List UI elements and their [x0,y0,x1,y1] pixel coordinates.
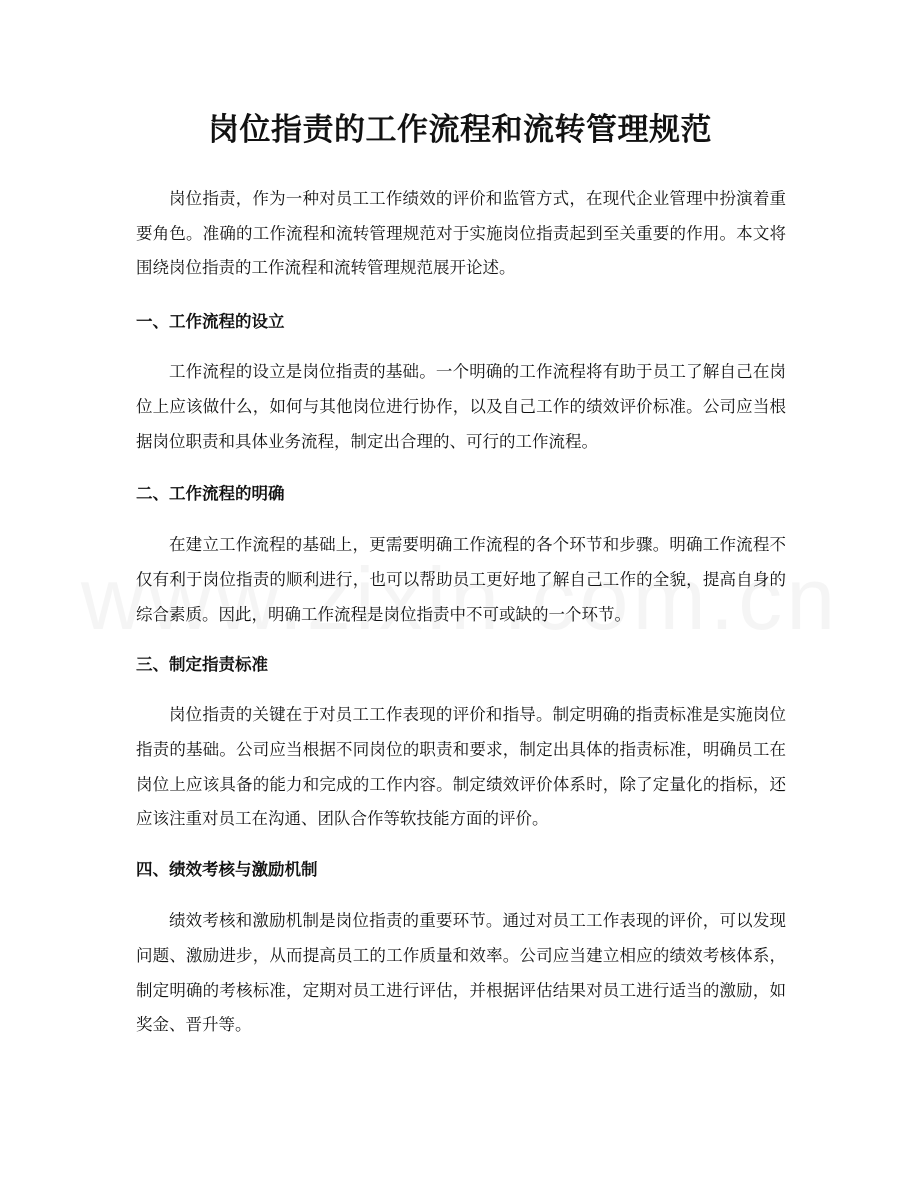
section-paragraph-3: 岗位指责的关键在于对员工工作表现的评价和指导。制定明确的指责标准是实施岗位指责的基础。公司应当根据不同岗位的职责和要求，制定出具体的指责标准，明确员工在岗位上应该具备的能力和完成的工作内容。制定绩效评价体系时，除了定量化的指标，还应该注重对员工在沟通、团队合作等软技能方面的评价。 [136,705,786,829]
section-heading-4: 四、绩效考核与激励机制 [136,860,318,880]
document-title: 岗位指责的工作流程和流转管理规范 [208,112,712,148]
section-heading-3: 三、制定指责标准 [136,655,268,675]
section-paragraph-1: 工作流程的设立是岗位指责的基础。一个明确的工作流程将有助于员工了解自己在岗位上应该做什么，如何与其他岗位进行协作，以及自己工作的绩效评价标准。公司应当根据岗位职责和具体业务流程，制定出合理的、可行的工作流程。 [136,362,786,451]
document-body [136,182,786,1043]
section-heading-2: 二、工作流程的明确 [136,484,285,504]
intro-paragraph: 岗位指责，作为一种对员工工作绩效的评价和监管方式，在现代企业管理中扮演着重要角色。准确的工作流程和流转管理规范对于实施岗位指责起到至关重要的作用。本文将围绕岗位指责的工作流程和流转管理规范展开论述。 [136,189,786,278]
section-paragraph-4: 绩效考核和激励机制是岗位指责的重要环节。通过对员工工作表现的评价，可以发现问题、激励进步，从而提高员工的工作质量和效率。公司应当建立相应的绩效考核体系，制定明确的考核标准，定期对员工进行评估，并根据评估结果对员工进行适当的激励，如奖金、晋升等。 [136,911,786,1035]
section-heading-1: 一、工作流程的设立 [136,312,285,332]
section-paragraph-2: 在建立工作流程的基础上，更需要明确工作流程的各个环节和步骤。明确工作流程不仅有利于岗位指责的顺利进行，也可以帮助员工更好地了解自己工作的全貌，提高自身的综合素质。因此，明确工作流程是岗位指责中不可或缺的一个环节。 [136,535,786,624]
